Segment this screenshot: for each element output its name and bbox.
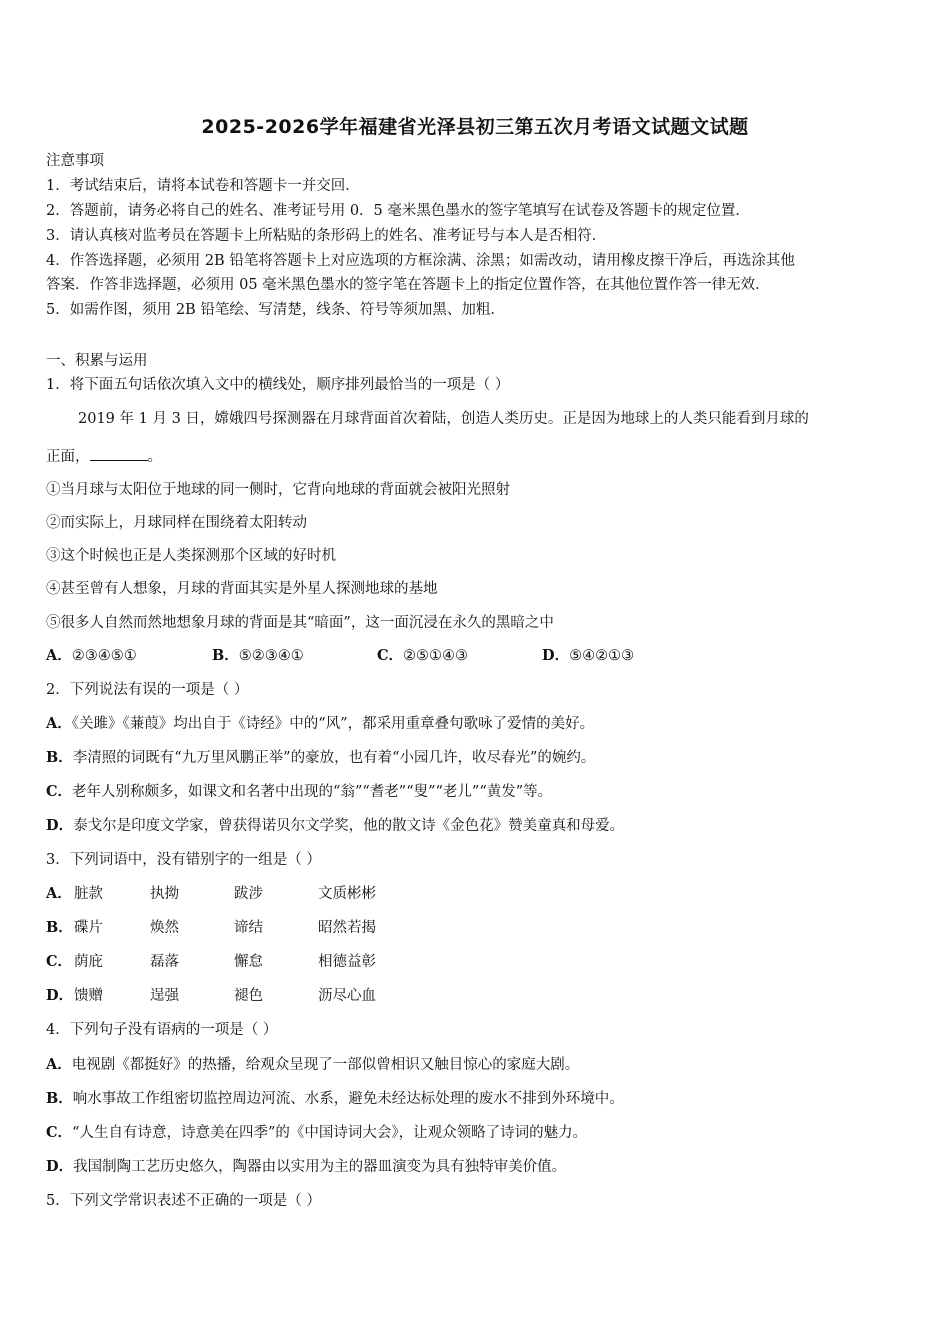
notice-item: 2．答题前，请务必将自己的姓名、准考证号用 0．5 毫米黑色墨水的签字笔填写在试卷及答题卡的规定位置． [46, 203, 750, 219]
option-c: C．②⑤①④③ [377, 647, 469, 664]
option-d: D．我国制陶工艺历史悠久，陶器由以实用为主的器皿演变为具有独特审美价值。 [46, 1158, 567, 1175]
question-stem: 4．下列句子没有语病的一项是（ ） [46, 1022, 278, 1038]
fill-blank [90, 446, 148, 461]
option-a: A．电视剧《都挺好》的热播，给观众呈现了一部似曾相识又触目惊心的家庭大剧。 [46, 1056, 580, 1073]
sentence-item: ④甚至曾有人想象，月球的背面其实是外星人探测地球的基地 [46, 581, 438, 597]
notice-item: 答案．作答非选择题，必须用 05 毫米黑色墨水的签字笔在答题卡上的指定位置作答，在其他位置作答一律无效． [46, 277, 770, 293]
question-stem: 2．下列说法有误的一项是（ ） [46, 682, 249, 698]
option-d: D． 馈赠 逞强 褪色 沥尽心血 [46, 987, 376, 1004]
option-c: C．“人生自有诗意，诗意美在四季”的《中国诗词大会》，让观众领略了诗词的魅力。 [46, 1124, 588, 1141]
option-b: B． 碟片 焕然 谛结 昭然若揭 [46, 919, 376, 936]
passage-line [46, 446, 162, 467]
option-a: A． 脏款 执拗 跋涉 文质彬彬 [46, 885, 376, 902]
sentence-item: ①当月球与太阳位于地球的同一侧时，它背向地球的背面就会被阳光照射 [46, 482, 510, 498]
option-c: C． 荫庇 磊落 懈怠 相德益彰 [46, 953, 376, 970]
section-heading: 一、积累与运用 [46, 353, 148, 369]
sentence-item: ②而实际上，月球同样在围绕着太阳转动 [46, 515, 307, 531]
option-b: B．李清照的词既有“九万里风鹏正举”的豪放，也有着“小园几许，收尽春光”的婉约。 [46, 749, 596, 766]
question-stem: 3．下列词语中，没有错别字的一组是（ ） [46, 852, 321, 868]
sentence-item: ⑤很多人自然而然地想象月球的背面是其“暗面”，这一面沉浸在永久的黑暗之中 [46, 615, 554, 631]
option-b: B．响水事故工作组密切监控周边河流、水系，避免未经达标处理的废水不排到外环境中。 [46, 1090, 624, 1107]
option-a: A．②③④⑤① [46, 647, 137, 664]
notice-item: 5．如需作图，须用 2B 铅笔绘、写清楚，线条、符号等须加黑、加粗． [46, 302, 505, 318]
notice-item: 4．作答选择题，必须用 2B 铅笔将答题卡上对应选项的方框涂满、涂黑；如需改动，请用橡皮擦干净后，再选涂其他 [46, 253, 795, 269]
page-title: 2025-2026学年福建省光泽县初三第五次月考语文试题文试题 [201, 116, 749, 138]
notice-heading: 注意事项 [46, 153, 104, 169]
option-b: B．⑤②③④① [212, 647, 304, 664]
sentence-item: ③这个时候也正是人类探测那个区域的好时机 [46, 548, 336, 564]
notice-item: 3．请认真核对监考员在答题卡上所粘贴的条形码上的姓名、准考证号与本人是否相符． [46, 228, 607, 244]
options-row [46, 646, 906, 666]
notice-item: 1．考试结束后，请将本试卷和答题卡一并交回． [46, 178, 360, 194]
passage-line: 2019 年 1 月 3 日，嫦娥四号探测器在月球背面首次着陆，创造人类历史。正是因为地球上的人类只能看到月球的 [78, 411, 809, 427]
passage-text: 。 [147, 449, 162, 465]
question-stem: 1．将下面五句话依次填入文中的横线处，顺序排列最恰当的一项是（ ） [46, 377, 510, 393]
question-stem: 5．下列文学常识表述不正确的一项是（ ） [46, 1193, 321, 1209]
option-d: D．⑤④②①③ [542, 647, 635, 664]
option-d: D．泰戈尔是印度文学家，曾获得诺贝尔文学奖，他的散文诗《金色花》赞美童真和母爱。 [46, 817, 625, 834]
passage-text: 正面， [46, 449, 90, 465]
option-a: A．《关雎》《蒹葭》均出自于《诗经》中的“风”，都采用重章叠句歌咏了爱情的美好。 [46, 715, 595, 732]
option-c: C．老年人别称颇多，如课文和名著中出现的“翁”“耆老”“叟”“老儿”“黄发”等。 [46, 783, 553, 800]
